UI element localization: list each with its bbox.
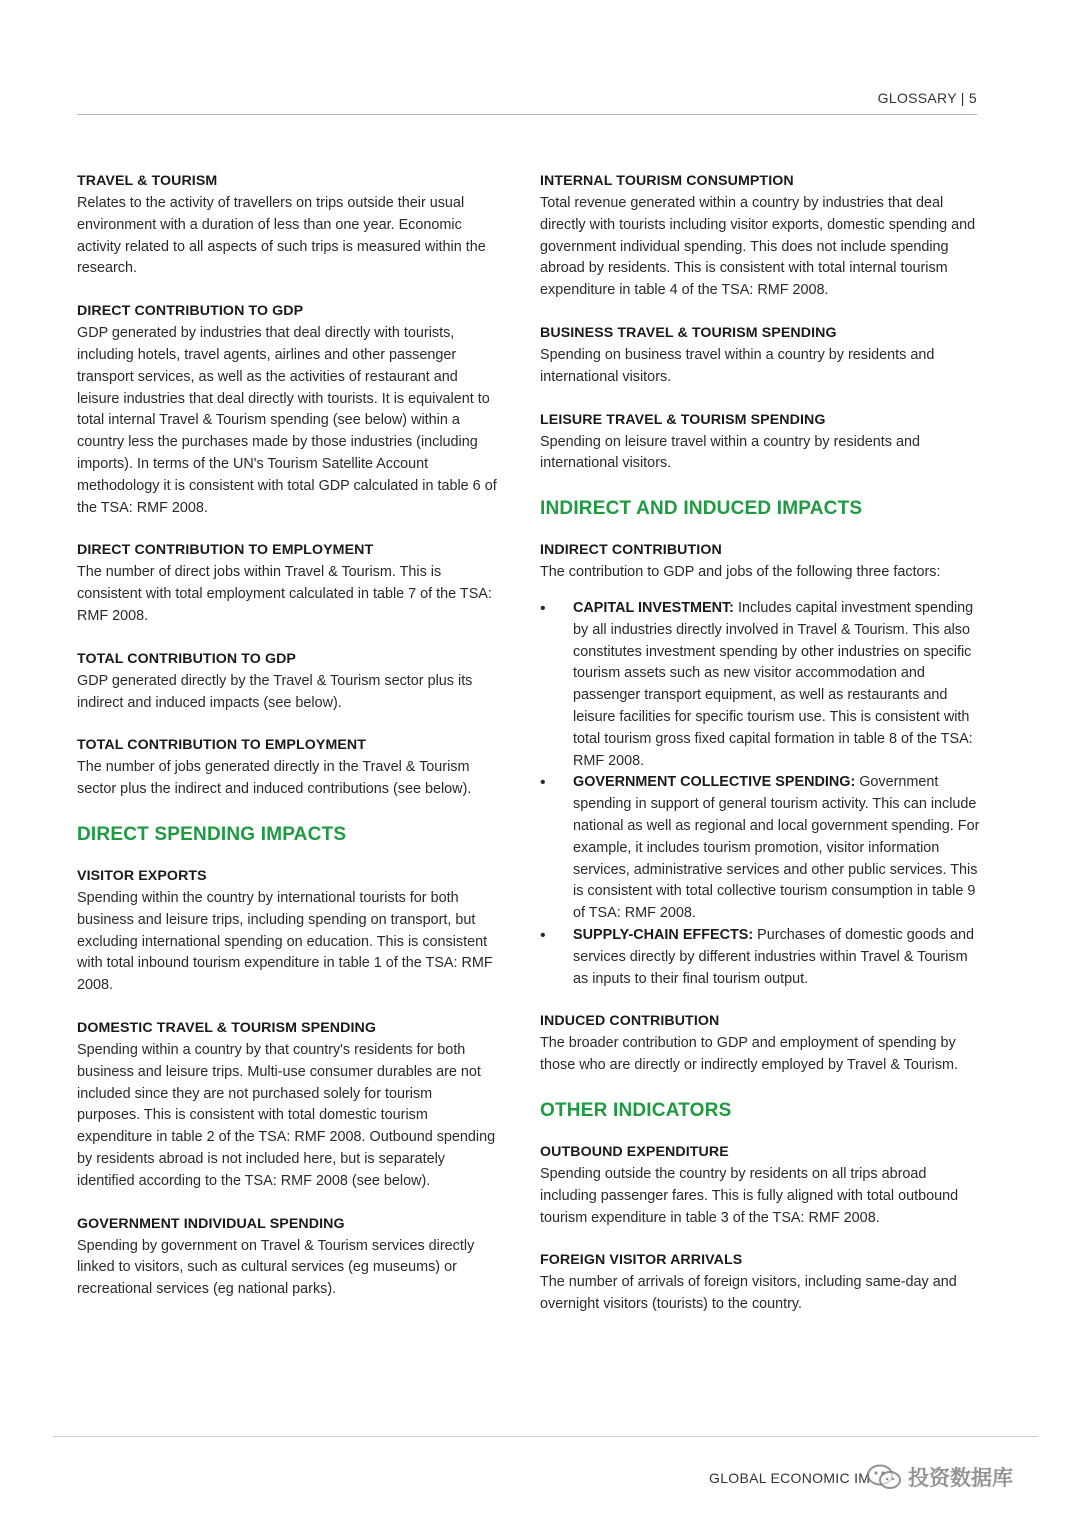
watermark-text: 投资数据库 [908, 1467, 1013, 1490]
section-title: INDIRECT AND INDUCED IMPACTS [540, 498, 863, 520]
footer-text: GLOBAL ECONOMIC IM [709, 1470, 871, 1486]
glossary-entry [77, 1215, 497, 1301]
entry-definition: The number of arrivals of foreign visitors, including same-day and overnight visitors (tourists) to the country. [540, 1274, 957, 1313]
bullet-text: Purchases of domestic goods and services directly by different industries within Travel & Tourism as inputs to their final tourism output. [573, 926, 974, 987]
entry-definition: Spending outside the country by residents on all trips abroad including passenger fares. This is fully aligned with total outbound tourism expenditure in table 3 of the TSA: RMF 2008. [540, 1165, 959, 1226]
section-title: OTHER INDICATORS [540, 1099, 732, 1121]
bullet-icon: • [540, 599, 546, 617]
entry-term: DOMESTIC TRAVEL & TOURISM SPENDING [77, 1019, 376, 1036]
bullet-item [540, 772, 985, 925]
bullet-icon: • [540, 926, 546, 944]
section-title: DIRECT SPENDING IMPACTS [77, 823, 347, 845]
glossary-entry [77, 172, 497, 280]
entry-term: FOREIGN VISITOR ARRIVALS [540, 1252, 743, 1269]
glossary-entry [77, 736, 497, 801]
glossary-entry [540, 411, 985, 476]
footer-divider [53, 1436, 1038, 1437]
bullet-icon: • [540, 774, 546, 792]
bullet-item [540, 925, 985, 990]
left-column [77, 172, 497, 1323]
header-divider [77, 114, 977, 115]
bullet-label: SUPPLY-CHAIN EFFECTS: [573, 926, 754, 943]
entry-term: INDIRECT CONTRIBUTION [540, 542, 722, 559]
entry-definition: GDP generated directly by the Travel & Tourism sector plus its indirect and induced impacts (see below). [77, 672, 473, 711]
entry-term: VISITOR EXPORTS [77, 867, 207, 884]
bullet-list [540, 598, 985, 990]
glossary-entry [540, 172, 985, 302]
entry-definition: Spending by government on Travel & Tourism services directly linked to visitors, such as cultural services (eg museums) or recreational services (eg national parks). [77, 1237, 475, 1298]
wechat-icon [866, 1463, 902, 1491]
bullet-label: GOVERNMENT COLLECTIVE SPENDING: [573, 774, 856, 791]
entry-term: GOVERNMENT INDIVIDUAL SPENDING [77, 1215, 345, 1232]
entry-definition: GDP generated by industries that deal directly with tourists, including hotels, travel agents, airlines and other passenger transport services, as well as the activities of restaurant and leisure industries that deal directly with tourists. It is equivalent to total internal Travel & Tourism spending (see below) within a country less the purchases made by those industries (including imports). In terms of the UN's Tourism Satellite Account methodology it is consistent with total GDP calculated in table 6 of the TSA: RMF 2008. [77, 325, 497, 516]
entry-definition: Spending within a country by that country's residents for both business and leisure trips. Multi-use consumer durables are not included since they are not purchased solely for tourism purposes. This is consistent with total domestic tourism expenditure in table 2 of the TSA: RMF 2008. Outbound spending by residents abroad is not included here, but is separately identified according to the TSA: RMF 2008 (see below). [77, 1041, 496, 1189]
bullet-item [540, 598, 985, 772]
entry-definition: Spending on leisure travel within a country by residents and international visitors. [540, 433, 920, 472]
glossary-entry [540, 541, 985, 990]
entry-term: BUSINESS TRAVEL & TOURISM SPENDING [540, 324, 837, 341]
glossary-entry [540, 1251, 985, 1316]
entry-term: DIRECT CONTRIBUTION TO EMPLOYMENT [77, 542, 374, 559]
entry-term: TOTAL CONTRIBUTION TO GDP [77, 650, 296, 667]
glossary-entry [77, 1019, 497, 1193]
glossary-entry [77, 867, 497, 997]
entry-definition: Relates to the activity of travellers on trips outside their usual environment with a duration of less than one year. Economic activity related to all aspects of such trips is measured within the research. [77, 195, 486, 277]
entry-definition: Spending within the country by international tourists for both business and leisure trips, including spending on transport, but excluding international spending on education. This is consistent with total inbound tourism expenditure in table 1 of the TSA: RMF 2008. [77, 889, 493, 994]
glossary-entry [77, 302, 497, 519]
entry-term: INDUCED CONTRIBUTION [540, 1013, 720, 1030]
bullet-label: CAPITAL INVESTMENT: [573, 599, 734, 616]
entry-term: INTERNAL TOURISM CONSUMPTION [540, 173, 794, 189]
right-column [540, 172, 985, 1338]
entry-term: DIRECT CONTRIBUTION TO GDP [77, 303, 304, 320]
bullet-text: Government spending in support of general tourism activity. This can include national as well as regional and local government spending. For example, it includes tourism promotion, visitor information services, administrative services and other public services. This is consistent with total collective tourism consumption in table 9 of TSA: RMF 2008. [573, 774, 980, 922]
bullet-text: Includes capital investment spending by all industries directly involved in Travel & Tourism. This also constitutes investment spending by other industries on specific tourism assets such as new visitor accommodation and passenger transport equipment, as well as restaurants and leisure facilities for specific tourism use. This is consistent with total tourism gross fixed capital formation in table 8 of the TSA: RMF 2008. [573, 599, 974, 769]
entry-definition: The broader contribution to GDP and employment of spending by those who are directly or indirectly employed by Travel & Tourism. [540, 1035, 959, 1074]
glossary-entry [540, 324, 985, 389]
entry-definition: The number of direct jobs within Travel & Tourism. This is consistent with total employment calculated in table 7 of the TSA: RMF 2008. [77, 564, 492, 624]
running-head: GLOSSARY | 5 [877, 90, 977, 106]
glossary-entry [77, 541, 497, 627]
watermark [866, 1462, 1013, 1492]
entry-definition: Total revenue generated within a country by industries that deal directly with tourists including visitor exports, domestic spending and government individual spending. This does not include spending abroad by residents. This is consistent with total internal tourism expenditure in table 4 of the TSA: RMF 2008. [540, 195, 976, 299]
glossary-entry [77, 650, 497, 715]
entry-definition: The number of jobs generated directly in the Travel & Tourism sector plus the indirect and induced contributions (see below). [77, 759, 472, 798]
entry-term: TOTAL CONTRIBUTION TO EMPLOYMENT [77, 737, 367, 754]
glossary-entry [540, 1012, 985, 1077]
entry-definition: Spending on business travel within a country by residents and international visitors. [540, 346, 935, 385]
entry-term: LEISURE TRAVEL & TOURISM SPENDING [540, 411, 826, 428]
entry-definition: The contribution to GDP and jobs of the following three factors: [540, 564, 941, 581]
entry-term: OUTBOUND EXPENDITURE [540, 1143, 729, 1160]
glossary-entry [540, 1143, 985, 1229]
entry-term: TRAVEL & TOURISM [77, 173, 218, 189]
